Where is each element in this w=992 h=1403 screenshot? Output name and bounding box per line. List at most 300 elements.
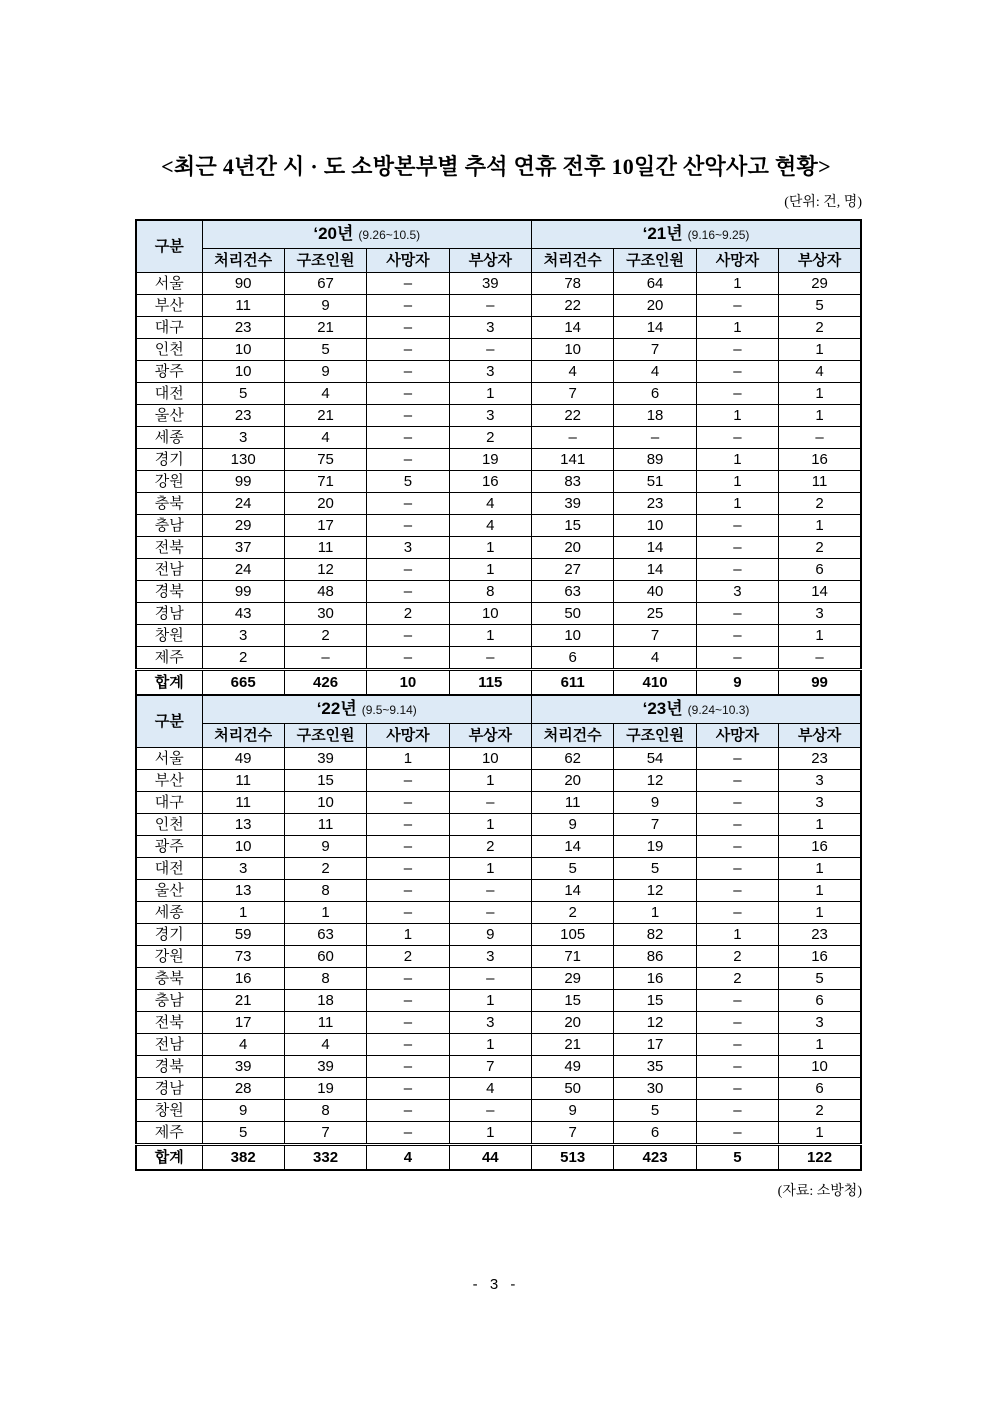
value-cell: 6 — [614, 1122, 696, 1145]
value-cell: – — [696, 990, 778, 1012]
value-cell: 5 — [202, 383, 284, 405]
value-cell: 1 — [779, 880, 861, 902]
value-cell: 2 — [696, 968, 778, 990]
total-value-cell: 122 — [779, 1145, 861, 1171]
sub-header-cell: 부상자 — [449, 249, 531, 273]
value-cell: 22 — [532, 295, 614, 317]
table-row — [136, 990, 861, 1012]
value-cell: 4 — [284, 427, 366, 449]
value-cell: 39 — [532, 493, 614, 515]
value-cell: 8 — [284, 880, 366, 902]
value-cell: 1 — [284, 902, 366, 924]
region-cell: 대구 — [136, 792, 202, 814]
value-cell: 62 — [532, 748, 614, 770]
value-cell: 1 — [202, 902, 284, 924]
value-cell: – — [367, 1078, 449, 1100]
region-cell: 경기 — [136, 924, 202, 946]
total-value-cell: 5 — [696, 1145, 778, 1171]
value-cell: 50 — [532, 603, 614, 625]
value-cell: 9 — [532, 1100, 614, 1122]
table-row — [136, 1056, 861, 1078]
value-cell: 30 — [614, 1078, 696, 1100]
value-cell: 54 — [614, 748, 696, 770]
value-cell: – — [696, 295, 778, 317]
value-cell: 20 — [614, 295, 696, 317]
value-cell: 4 — [202, 1034, 284, 1056]
value-cell: 2 — [367, 946, 449, 968]
value-cell: 1 — [779, 405, 861, 427]
year-date-range: (9.5~9.14) — [361, 703, 417, 717]
value-cell: – — [696, 880, 778, 902]
value-cell: 3 — [779, 792, 861, 814]
year-date-range: (9.16~9.25) — [687, 228, 750, 242]
sub-header-cell: 사망자 — [696, 249, 778, 273]
region-cell: 서울 — [136, 748, 202, 770]
year-header-cell — [532, 220, 862, 249]
value-cell: 17 — [202, 1012, 284, 1034]
sub-header-cell: 구조인원 — [284, 724, 366, 748]
table-row — [136, 339, 861, 361]
value-cell: 2 — [449, 427, 531, 449]
value-cell: 5 — [614, 1100, 696, 1122]
value-cell: – — [696, 515, 778, 537]
region-cell: 대전 — [136, 858, 202, 880]
value-cell: 1 — [779, 339, 861, 361]
value-cell: 71 — [284, 471, 366, 493]
table-row — [136, 273, 861, 295]
region-cell: 전남 — [136, 1034, 202, 1056]
table-row — [136, 814, 861, 836]
year-label: ‘22년 — [316, 699, 357, 718]
value-cell: 1 — [449, 814, 531, 836]
table-row — [136, 880, 861, 902]
value-cell: – — [367, 880, 449, 902]
value-cell: – — [696, 1034, 778, 1056]
value-cell: 16 — [779, 449, 861, 471]
year-label: ‘21년 — [642, 224, 683, 243]
value-cell: 23 — [614, 493, 696, 515]
value-cell: – — [367, 405, 449, 427]
table-row — [136, 625, 861, 647]
table-row — [136, 946, 861, 968]
value-cell: – — [367, 1034, 449, 1056]
value-cell: 90 — [202, 273, 284, 295]
value-cell: – — [696, 625, 778, 647]
page-number: - 3 - — [472, 1276, 520, 1293]
table-row — [136, 361, 861, 383]
value-cell: 40 — [614, 581, 696, 603]
value-cell: – — [449, 880, 531, 902]
value-cell: – — [614, 427, 696, 449]
year-header-row — [136, 220, 861, 249]
value-cell: 1 — [779, 902, 861, 924]
region-cell: 울산 — [136, 880, 202, 902]
table-row — [136, 1034, 861, 1056]
value-cell: 27 — [532, 559, 614, 581]
value-cell: 19 — [614, 836, 696, 858]
region-cell: 인천 — [136, 339, 202, 361]
value-cell: 99 — [202, 581, 284, 603]
value-cell: 9 — [202, 1100, 284, 1122]
region-cell: 세종 — [136, 902, 202, 924]
accident-table-body — [136, 220, 861, 1170]
value-cell: 2 — [779, 317, 861, 339]
table-row — [136, 770, 861, 792]
year-header-cell — [532, 695, 862, 724]
value-cell: 9 — [614, 792, 696, 814]
corner-header-cell: 구분 — [136, 695, 202, 748]
value-cell: 99 — [202, 471, 284, 493]
value-cell: 18 — [284, 990, 366, 1012]
value-cell: 1 — [696, 471, 778, 493]
value-cell: 9 — [532, 814, 614, 836]
value-cell: 11 — [202, 770, 284, 792]
value-cell: 10 — [202, 361, 284, 383]
value-cell: 10 — [449, 748, 531, 770]
value-cell: – — [367, 493, 449, 515]
value-cell: 2 — [367, 603, 449, 625]
value-cell: 5 — [532, 858, 614, 880]
year-header-row — [136, 695, 861, 724]
value-cell: 39 — [449, 273, 531, 295]
value-cell: 39 — [284, 1056, 366, 1078]
value-cell: 1 — [779, 814, 861, 836]
table-row — [136, 924, 861, 946]
value-cell: – — [367, 449, 449, 471]
region-cell: 제주 — [136, 647, 202, 670]
value-cell: – — [367, 427, 449, 449]
value-cell: 130 — [202, 449, 284, 471]
region-cell: 경남 — [136, 603, 202, 625]
value-cell: 3 — [449, 946, 531, 968]
table-row — [136, 748, 861, 770]
value-cell: 86 — [614, 946, 696, 968]
value-cell: – — [284, 647, 366, 670]
value-cell: – — [696, 383, 778, 405]
value-cell: 5 — [779, 968, 861, 990]
total-value-cell: 10 — [367, 670, 449, 696]
value-cell: – — [696, 603, 778, 625]
table-row — [136, 968, 861, 990]
value-cell: – — [367, 968, 449, 990]
value-cell: 2 — [449, 836, 531, 858]
region-cell: 경북 — [136, 581, 202, 603]
value-cell: 23 — [202, 317, 284, 339]
total-value-cell: 9 — [696, 670, 778, 696]
value-cell: – — [696, 537, 778, 559]
table-row — [136, 405, 861, 427]
region-cell: 제주 — [136, 1122, 202, 1145]
sub-header-cell: 구조인원 — [614, 724, 696, 748]
value-cell: 7 — [614, 625, 696, 647]
value-cell: 4 — [532, 361, 614, 383]
value-cell: – — [367, 559, 449, 581]
value-cell: – — [367, 1012, 449, 1034]
value-cell: 1 — [779, 515, 861, 537]
total-value-cell: 115 — [449, 670, 531, 696]
total-label-cell: 합계 — [136, 1145, 202, 1171]
value-cell: 12 — [614, 1012, 696, 1034]
value-cell: – — [696, 792, 778, 814]
region-cell: 경북 — [136, 1056, 202, 1078]
table-row — [136, 317, 861, 339]
table-row — [136, 1100, 861, 1122]
value-cell: 1 — [449, 537, 531, 559]
value-cell: – — [367, 1122, 449, 1145]
value-cell: 73 — [202, 946, 284, 968]
table-row — [136, 603, 861, 625]
value-cell: 9 — [284, 295, 366, 317]
value-cell: – — [696, 1078, 778, 1100]
value-cell: – — [367, 770, 449, 792]
value-cell: 51 — [614, 471, 696, 493]
value-cell: 63 — [532, 581, 614, 603]
total-value-cell: 332 — [284, 1145, 366, 1171]
value-cell: 9 — [284, 836, 366, 858]
value-cell: – — [449, 792, 531, 814]
value-cell: 7 — [284, 1122, 366, 1145]
sub-header-cell: 부상자 — [779, 249, 861, 273]
region-cell: 전북 — [136, 537, 202, 559]
value-cell: 30 — [284, 603, 366, 625]
value-cell: 1 — [449, 383, 531, 405]
value-cell: 89 — [614, 449, 696, 471]
value-cell: 4 — [779, 361, 861, 383]
value-cell: 3 — [779, 603, 861, 625]
value-cell: 7 — [614, 814, 696, 836]
value-cell: – — [696, 770, 778, 792]
sub-header-cell: 사망자 — [367, 724, 449, 748]
value-cell: – — [696, 814, 778, 836]
value-cell: – — [367, 295, 449, 317]
value-cell: 37 — [202, 537, 284, 559]
value-cell: – — [367, 858, 449, 880]
value-cell: 10 — [449, 603, 531, 625]
value-cell: 1 — [779, 1122, 861, 1145]
value-cell: 39 — [284, 748, 366, 770]
value-cell: 4 — [614, 647, 696, 670]
sub-header-cell: 처리건수 — [532, 249, 614, 273]
total-value-cell: 423 — [614, 1145, 696, 1171]
value-cell: 20 — [532, 537, 614, 559]
sub-header-row — [136, 724, 861, 748]
value-cell: 17 — [284, 515, 366, 537]
value-cell: 15 — [532, 515, 614, 537]
value-cell: 8 — [284, 968, 366, 990]
value-cell: 13 — [202, 880, 284, 902]
region-cell: 전북 — [136, 1012, 202, 1034]
year-date-range: (9.24~10.3) — [687, 703, 750, 717]
value-cell: 2 — [779, 537, 861, 559]
value-cell: – — [696, 1012, 778, 1034]
value-cell: 4 — [284, 1034, 366, 1056]
value-cell: 13 — [202, 814, 284, 836]
value-cell: – — [449, 968, 531, 990]
value-cell: 4 — [449, 1078, 531, 1100]
value-cell: 49 — [532, 1056, 614, 1078]
value-cell: 3 — [202, 858, 284, 880]
value-cell: 2 — [284, 625, 366, 647]
value-cell: 1 — [696, 449, 778, 471]
value-cell: 14 — [614, 559, 696, 581]
value-cell: 1 — [696, 317, 778, 339]
value-cell: 20 — [532, 770, 614, 792]
value-cell: – — [367, 383, 449, 405]
value-cell: – — [367, 515, 449, 537]
value-cell: 1 — [696, 493, 778, 515]
total-value-cell: 4 — [367, 1145, 449, 1171]
value-cell: 24 — [202, 559, 284, 581]
value-cell: – — [696, 1122, 778, 1145]
value-cell: 16 — [202, 968, 284, 990]
region-cell: 광주 — [136, 836, 202, 858]
value-cell: 21 — [284, 405, 366, 427]
region-cell: 강원 — [136, 946, 202, 968]
value-cell: 11 — [202, 295, 284, 317]
value-cell: 7 — [532, 383, 614, 405]
value-cell: 10 — [202, 836, 284, 858]
value-cell: – — [367, 625, 449, 647]
value-cell: – — [449, 902, 531, 924]
region-cell: 부산 — [136, 770, 202, 792]
table-row — [136, 559, 861, 581]
value-cell: 14 — [532, 317, 614, 339]
value-cell: 14 — [614, 537, 696, 559]
value-cell: – — [367, 1100, 449, 1122]
value-cell: 19 — [284, 1078, 366, 1100]
total-value-cell: 44 — [449, 1145, 531, 1171]
table-row — [136, 295, 861, 317]
value-cell: 29 — [779, 273, 861, 295]
value-cell: 15 — [284, 770, 366, 792]
value-cell: 12 — [284, 559, 366, 581]
value-cell: 14 — [779, 581, 861, 603]
value-cell: – — [449, 647, 531, 670]
year-header-cell — [202, 220, 532, 249]
value-cell: – — [367, 361, 449, 383]
total-row — [136, 670, 861, 696]
value-cell: 1 — [449, 770, 531, 792]
year-label: ‘20년 — [313, 224, 354, 243]
value-cell: – — [449, 339, 531, 361]
table-row — [136, 515, 861, 537]
value-cell: 39 — [202, 1056, 284, 1078]
value-cell: 1 — [449, 1034, 531, 1056]
value-cell: 1 — [696, 273, 778, 295]
value-cell: 10 — [614, 515, 696, 537]
value-cell: 25 — [614, 603, 696, 625]
value-cell: 14 — [614, 317, 696, 339]
value-cell: 15 — [614, 990, 696, 1012]
value-cell: 22 — [532, 405, 614, 427]
value-cell: 7 — [449, 1056, 531, 1078]
value-cell: 20 — [284, 493, 366, 515]
value-cell: 71 — [532, 946, 614, 968]
value-cell: 3 — [779, 770, 861, 792]
corner-header-cell: 구분 — [136, 220, 202, 273]
value-cell: – — [696, 1100, 778, 1122]
value-cell: 10 — [532, 625, 614, 647]
value-cell: – — [696, 559, 778, 581]
page-title: <최근 4년간 시 · 도 소방본부별 추석 연휴 전후 10일간 산악사고 현황> — [161, 154, 831, 179]
total-value-cell: 665 — [202, 670, 284, 696]
region-cell: 대구 — [136, 317, 202, 339]
value-cell: 3 — [449, 405, 531, 427]
value-cell: – — [367, 1056, 449, 1078]
unit-note: (단위: 건, 명) — [784, 195, 862, 210]
value-cell: 23 — [779, 748, 861, 770]
value-cell: 3 — [202, 427, 284, 449]
value-cell: – — [532, 427, 614, 449]
table-row — [136, 858, 861, 880]
value-cell: 2 — [779, 493, 861, 515]
value-cell: 60 — [284, 946, 366, 968]
total-value-cell: 410 — [614, 670, 696, 696]
year-date-range: (9.26~10.5) — [358, 228, 421, 242]
value-cell: 21 — [202, 990, 284, 1012]
value-cell: 5 — [614, 858, 696, 880]
value-cell: 21 — [532, 1034, 614, 1056]
value-cell: – — [696, 361, 778, 383]
value-cell: 1 — [367, 748, 449, 770]
value-cell: 1 — [449, 1122, 531, 1145]
value-cell: 9 — [284, 361, 366, 383]
value-cell: 18 — [614, 405, 696, 427]
region-cell: 울산 — [136, 405, 202, 427]
value-cell: – — [779, 647, 861, 670]
value-cell: 105 — [532, 924, 614, 946]
value-cell: – — [367, 581, 449, 603]
value-cell: – — [367, 814, 449, 836]
sub-header-cell: 사망자 — [696, 724, 778, 748]
value-cell: 83 — [532, 471, 614, 493]
value-cell: 8 — [449, 581, 531, 603]
value-cell: 17 — [614, 1034, 696, 1056]
value-cell: – — [779, 427, 861, 449]
value-cell: – — [367, 317, 449, 339]
year-label: ‘23년 — [642, 699, 683, 718]
value-cell: 1 — [449, 990, 531, 1012]
value-cell: 10 — [284, 792, 366, 814]
sub-header-cell: 부상자 — [779, 724, 861, 748]
sub-header-cell: 처리건수 — [202, 249, 284, 273]
total-value-cell: 513 — [532, 1145, 614, 1171]
region-cell: 창원 — [136, 625, 202, 647]
value-cell: 1 — [779, 1034, 861, 1056]
value-cell: 10 — [532, 339, 614, 361]
value-cell: 4 — [614, 361, 696, 383]
table-row — [136, 493, 861, 515]
value-cell: 1 — [696, 405, 778, 427]
region-cell: 부산 — [136, 295, 202, 317]
value-cell: 6 — [779, 559, 861, 581]
value-cell: 1 — [696, 924, 778, 946]
value-cell: – — [367, 836, 449, 858]
table-row — [136, 1122, 861, 1145]
total-value-cell: 99 — [779, 670, 861, 696]
value-cell: 11 — [532, 792, 614, 814]
region-cell: 충북 — [136, 968, 202, 990]
region-cell: 전남 — [136, 559, 202, 581]
value-cell: 23 — [779, 924, 861, 946]
value-cell: 2 — [532, 902, 614, 924]
table-row — [136, 427, 861, 449]
year-header-cell — [202, 695, 532, 724]
value-cell: 3 — [449, 361, 531, 383]
value-cell: 14 — [532, 836, 614, 858]
value-cell: 6 — [532, 647, 614, 670]
region-cell: 충북 — [136, 493, 202, 515]
